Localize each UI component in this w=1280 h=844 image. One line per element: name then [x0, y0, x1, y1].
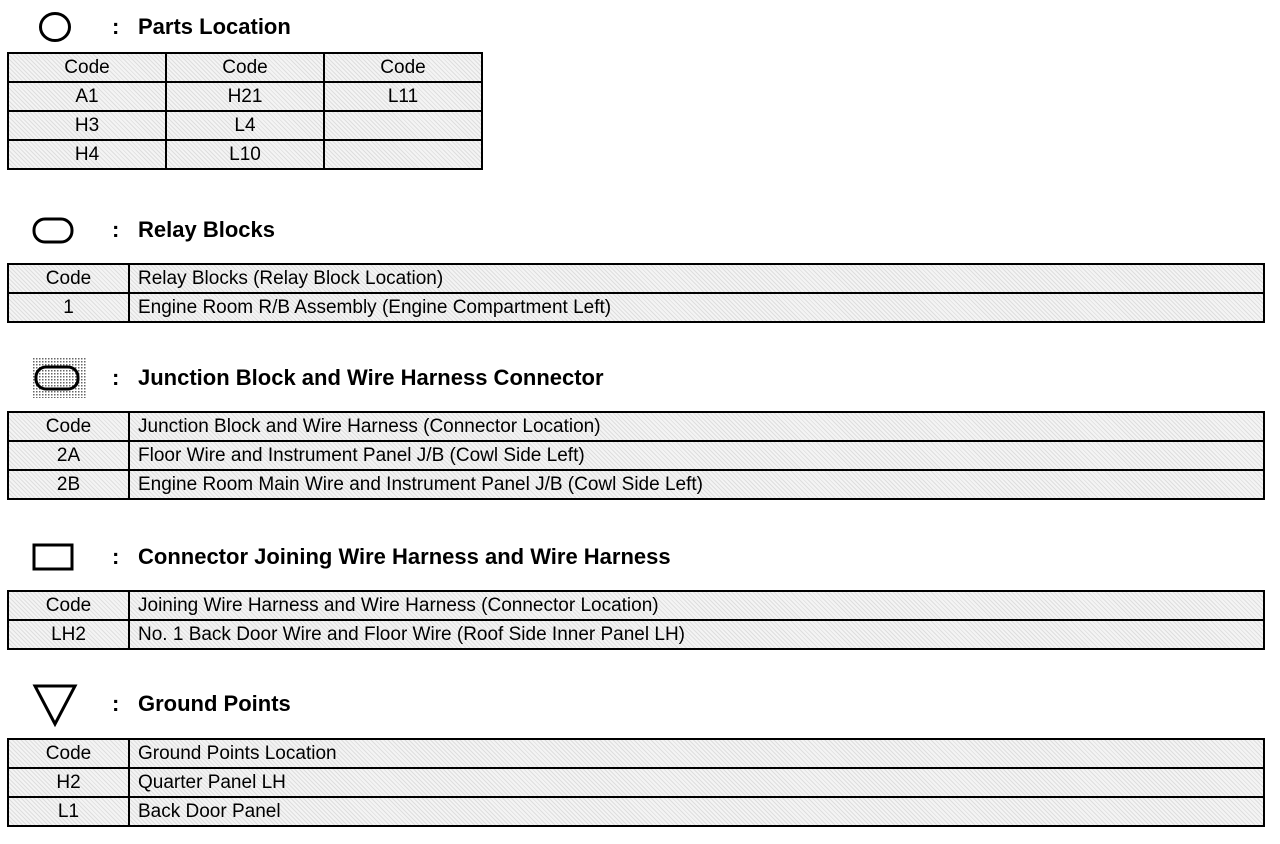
- table-row: [8, 620, 1264, 649]
- rectangle-icon: [30, 537, 80, 577]
- separator: :: [112, 691, 120, 716]
- table-header-row: [8, 264, 1264, 293]
- table-row: [8, 441, 1264, 470]
- code-cell: L1: [8, 797, 129, 826]
- table-row: [8, 797, 1264, 826]
- shaded-oval-icon: [30, 358, 80, 398]
- table-row: [8, 293, 1264, 322]
- code-cell: L11: [324, 82, 482, 111]
- code-cell: A1: [8, 82, 166, 111]
- section-title: Relay Blocks: [138, 217, 275, 242]
- rounded-oval-icon: [30, 210, 80, 250]
- column-header: Code: [8, 591, 129, 620]
- description-cell: Engine Room Main Wire and Instrument Panel J/B (Cowl Side Left): [129, 470, 1264, 499]
- description-cell: Quarter Panel LH: [129, 768, 1264, 797]
- ground-points-header: [0, 684, 1280, 724]
- parts-location-header: [0, 7, 1280, 47]
- table-header-row: [8, 53, 482, 82]
- column-header: Code: [324, 53, 482, 82]
- column-header: Relay Blocks (Relay Block Location): [129, 264, 1264, 293]
- separator: :: [112, 365, 120, 390]
- description-cell: Back Door Panel: [129, 797, 1264, 826]
- table-row: [8, 111, 482, 140]
- section-title: Junction Block and Wire Harness Connector: [138, 365, 604, 390]
- table-header-row: [8, 412, 1264, 441]
- code-cell: [324, 111, 482, 140]
- column-header: Junction Block and Wire Harness (Connector Location): [129, 412, 1264, 441]
- description-cell: Floor Wire and Instrument Panel J/B (Cowl Side Left): [129, 441, 1264, 470]
- section-title: Ground Points: [138, 691, 291, 716]
- column-header: Joining Wire Harness and Wire Harness (Connector Location): [129, 591, 1264, 620]
- junction-block-table: [7, 411, 1265, 500]
- table-row: [8, 82, 482, 111]
- circle-icon: [33, 7, 83, 47]
- relay-blocks-table: [7, 263, 1265, 323]
- parts-location-table: [7, 52, 483, 170]
- column-header: Ground Points Location: [129, 739, 1264, 768]
- table-row: [8, 470, 1264, 499]
- description-cell: No. 1 Back Door Wire and Floor Wire (Roof Side Inner Panel LH): [129, 620, 1264, 649]
- code-cell: [324, 140, 482, 169]
- joining-connector-table: [7, 590, 1265, 650]
- table-header-row: [8, 591, 1264, 620]
- triangle-icon: [30, 684, 80, 724]
- column-header: Code: [8, 739, 129, 768]
- code-cell: LH2: [8, 620, 129, 649]
- column-header: Code: [8, 53, 166, 82]
- code-cell: L4: [166, 111, 324, 140]
- table-row: [8, 768, 1264, 797]
- section-title: Parts Location: [138, 14, 291, 39]
- separator: :: [112, 544, 120, 569]
- junction-block-header: [0, 358, 1280, 398]
- separator: :: [112, 14, 120, 39]
- column-header: Code: [8, 264, 129, 293]
- table-header-row: [8, 739, 1264, 768]
- code-cell: L10: [166, 140, 324, 169]
- table-row: [8, 140, 482, 169]
- code-cell: 2A: [8, 441, 129, 470]
- relay-blocks-header: [0, 210, 1280, 250]
- ground-points-table: [7, 738, 1265, 827]
- code-cell: H2: [8, 768, 129, 797]
- column-header: Code: [166, 53, 324, 82]
- code-cell: H21: [166, 82, 324, 111]
- description-cell: Engine Room R/B Assembly (Engine Compartment Left): [129, 293, 1264, 322]
- separator: :: [112, 217, 120, 242]
- code-cell: 2B: [8, 470, 129, 499]
- section-title: Connector Joining Wire Harness and Wire Harness: [138, 544, 671, 569]
- code-cell: H4: [8, 140, 166, 169]
- column-header: Code: [8, 412, 129, 441]
- joining-connector-header: [0, 537, 1280, 577]
- code-cell: H3: [8, 111, 166, 140]
- code-cell: 1: [8, 293, 129, 322]
